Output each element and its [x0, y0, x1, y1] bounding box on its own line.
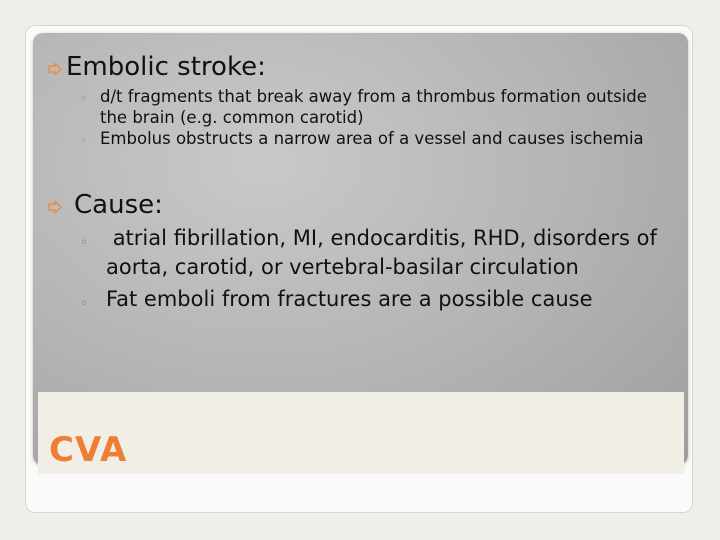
- list-item: [80, 128, 670, 149]
- arrow-icon: [48, 201, 62, 215]
- list-item-text: Embolus obstructs a narrow area of a vessel and causes ischemia: [100, 129, 644, 148]
- ring-icon: ◦: [80, 133, 88, 147]
- arrow-icon: [48, 63, 62, 77]
- list-item-text: Fat emboli from fractures are a possible cause: [106, 287, 593, 311]
- title-band: [38, 392, 684, 474]
- section-heading-text: Embolic stroke:: [66, 52, 266, 82]
- section-heading-cause: [48, 190, 163, 220]
- list-item-text: atrial fibrillation, MI, endocarditis, RHD, disorders of aorta, carotid, or vertebral-basilar circulation: [106, 226, 664, 279]
- section-heading-embolic: [48, 52, 266, 82]
- section-list-embolic: [80, 86, 670, 149]
- section-heading-text: Cause:: [74, 190, 163, 220]
- ring-icon: ◦: [80, 91, 88, 105]
- list-item: [80, 86, 670, 128]
- section-list-cause: [80, 224, 670, 314]
- ring-icon: ◦: [80, 235, 89, 251]
- list-item-text: d/t fragments that break away from a thrombus formation outside the brain (e.g. common carotid): [100, 87, 647, 127]
- list-item: [80, 285, 670, 314]
- list-item: [80, 224, 670, 282]
- slide-title: CVA: [49, 430, 128, 470]
- ring-icon: ◦: [80, 296, 89, 312]
